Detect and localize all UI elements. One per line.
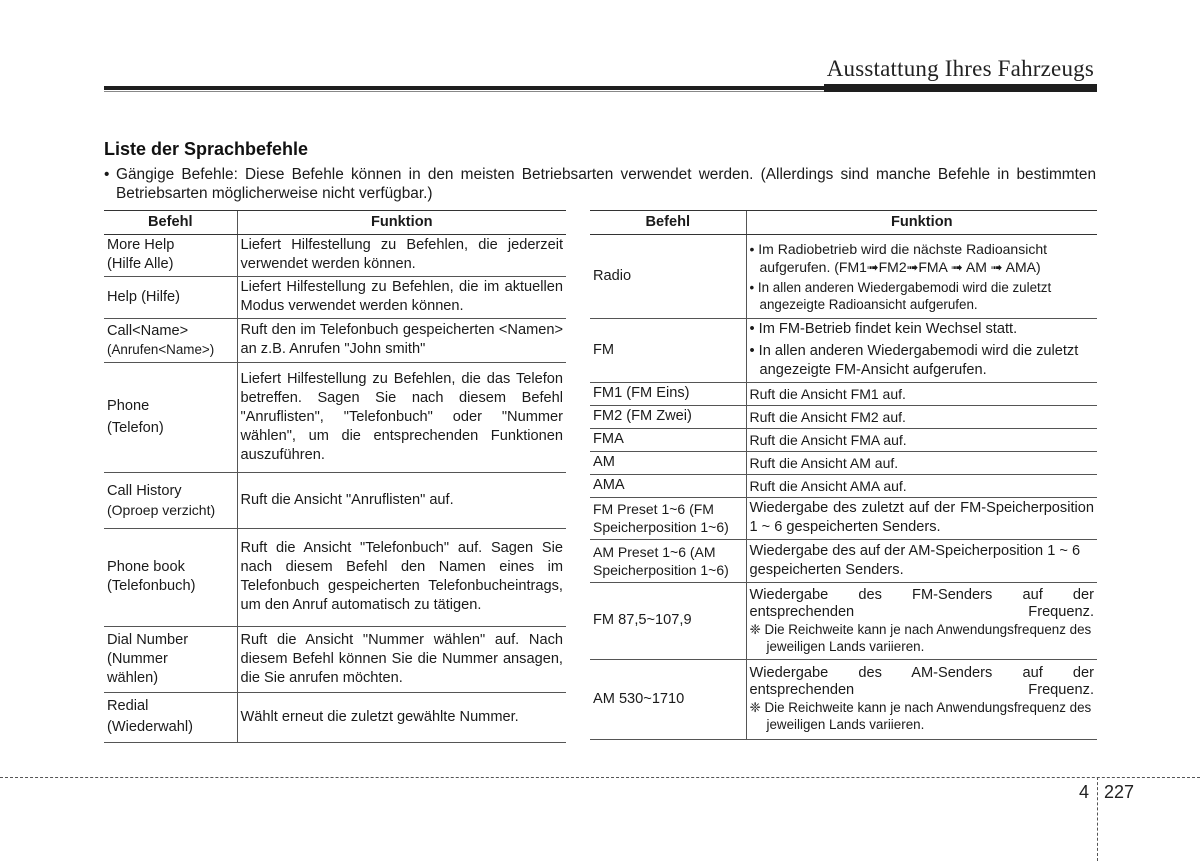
command-translation: (Telefon) [107, 419, 164, 436]
command-name: Help (Hilfe) [107, 288, 180, 305]
command-cell: Radio [590, 235, 746, 319]
column-header-command: Befehl [590, 211, 746, 235]
command-cell [104, 473, 237, 529]
command-name: Redial [107, 698, 149, 714]
command-cell: AMA [590, 475, 746, 498]
column-header-function: Funktion [237, 211, 566, 235]
command-cell [104, 319, 237, 363]
function-cell [746, 660, 1097, 740]
command-translation: (Telefonbuch) [107, 578, 196, 594]
command-cell: AM Preset 1~6 (AM Speicherposition 1~6) [590, 540, 746, 583]
command-name: Call<Name> [107, 323, 189, 339]
voice-commands-table-right [590, 210, 1097, 740]
footer-divider [0, 777, 1200, 778]
function-cell [746, 319, 1097, 383]
table-row [104, 529, 566, 627]
function-bullet: • Im FM-Betrieb findet kein Wechsel statt. [749, 321, 1018, 337]
footer-vertical-divider [1097, 777, 1098, 861]
command-cell: FM Preset 1~6 (FM Speicherposition 1~6) [590, 498, 746, 540]
table-row [590, 660, 1097, 740]
reception-note: ❈ Die Reichweite kann je nach Anwendungsfrequenz des jeweiligen Lands variieren. [749, 700, 1092, 732]
command-translation: wählen) [107, 669, 159, 686]
table-row [104, 235, 566, 277]
bullet: • [104, 166, 110, 183]
command-translation: (Nummer [107, 650, 168, 667]
function-cell: Wiedergabe des zuletzt auf der FM-Speicherposition 1 ~ 6 gespeicherten Senders. [746, 498, 1097, 540]
command-cell [104, 363, 237, 473]
function-cell: Wählt erneut die zuletzt gewählte Nummer. [237, 693, 566, 743]
command-cell [104, 529, 237, 627]
command-cell [104, 693, 237, 743]
function-cell: Ruft die Ansicht FM1 auf. [746, 383, 1097, 406]
function-cell: Ruft die Ansicht "Telefonbuch" auf. Sagen Sie nach diesem Befehl den Namen eines im Telefonbuch gespeicherten Telefonbucheintrags, um den Anruf automatisch zu tätigen. [237, 529, 566, 627]
function-cell: Ruft die Ansicht FM2 auf. [746, 406, 1097, 429]
function-cell: Liefert Hilfestellung zu Befehlen, die jederzeit verwendet werden können. [237, 235, 566, 277]
page-number: 227 [1104, 782, 1135, 802]
command-cell: AM [590, 452, 746, 475]
table-row [590, 452, 1097, 475]
table-header-row [104, 211, 566, 235]
voice-commands-table-left [104, 210, 566, 743]
table-row [104, 473, 566, 529]
command-name: Dial Number [107, 631, 189, 648]
command-name: More Help [107, 237, 175, 253]
table-row [590, 583, 1097, 660]
table-row [590, 406, 1097, 429]
header-rule-bar [824, 84, 1097, 92]
function-cell: Ruft die Ansicht AM auf. [746, 452, 1097, 475]
intro-text: Gängige Befehle: Diese Befehle können in den meisten Betriebsarten verwendet werden. (Allerdings sind manche Befehle in bestimmten Betriebsarten möglicherweise nicht verfügbar.) [116, 166, 1096, 202]
function-cell: Ruft die Ansicht "Nummer wählen" auf. Nach diesem Befehl können Sie die Nummer ansagen, die Sie anrufen möchten. [237, 627, 566, 693]
table-row [590, 475, 1097, 498]
function-cell: Liefert Hilfestellung zu Befehlen, die das Telefon betreffen. Sagen Sie nach diesem Befehl "Anruflisten", "Telefonbuch" oder "Nummer wählen", um die entsprechenden Funktionen auszuführen. [237, 363, 566, 473]
command-cell: FM2 (FM Zwei) [590, 406, 746, 429]
table-row [104, 363, 566, 473]
function-text: Wiedergabe des FM-Senders auf der entsprechenden Frequenz. [749, 586, 1094, 620]
chapter-number: 4 [1079, 782, 1090, 802]
reception-note: ❈ Die Reichweite kann je nach Anwendungsfrequenz des jeweiligen Lands variieren. [749, 621, 1092, 654]
function-bullet: • In allen anderen Wiedergabemodi wird die zuletzt angezeigte Radioansicht aufgerufen. [749, 279, 1052, 312]
table-row [590, 429, 1097, 452]
table-row [104, 693, 566, 743]
function-cell: Wiedergabe des auf der AM-Speicherposition 1 ~ 6 gespeicherten Senders. [746, 540, 1097, 583]
table-row [104, 277, 566, 319]
command-cell: AM 530~1710 [590, 660, 746, 740]
table-row [590, 498, 1097, 540]
command-cell [104, 627, 237, 693]
function-cell: Ruft die Ansicht "Anruflisten" auf. [237, 473, 566, 529]
function-bullet: • In allen anderen Wiedergabemodi wird die zuletzt angezeigte FM-Ansicht aufgerufen. [749, 343, 1079, 378]
table-row [590, 235, 1097, 319]
command-name: Call History [107, 482, 182, 499]
table-row [590, 540, 1097, 583]
command-cell: FM 87,5~107,9 [590, 583, 746, 660]
column-header-command: Befehl [104, 211, 237, 235]
command-translation: (Hilfe Alle) [107, 256, 174, 272]
command-translation: (Oproep verzicht) [107, 501, 216, 518]
function-cell: Liefert Hilfestellung zu Befehlen, die im aktuellen Modus verwendet werden können. [237, 277, 566, 319]
table-row [590, 383, 1097, 406]
function-cell [746, 235, 1097, 319]
table-header-row [590, 211, 1097, 235]
function-cell: Ruft die Ansicht AMA auf. [746, 475, 1097, 498]
command-cell [104, 235, 237, 277]
function-cell [746, 583, 1097, 660]
command-name: Phone [107, 397, 150, 414]
command-translation: (Wiederwahl) [107, 719, 193, 735]
command-name: Phone book [107, 559, 185, 575]
table-row [590, 319, 1097, 383]
function-text: Wiedergabe des AM-Senders auf der entsprechenden Frequenz. [749, 665, 1094, 698]
function-bullet: • Im Radiobetrieb wird die nächste Radioansicht aufgerufen. (FM1➟FM2➟FMA ➟ AM ➟ AMA) [749, 240, 1047, 275]
function-cell: Ruft den im Telefonbuch gespeicherten <Namen> an z.B. Anrufen "John smith" [237, 319, 566, 363]
chapter-title: Ausstattung Ihres Fahrzeugs [826, 56, 1094, 81]
column-header-function: Funktion [746, 211, 1097, 235]
header-rule-thin [104, 91, 824, 92]
command-cell [104, 277, 237, 319]
table-row [104, 627, 566, 693]
command-translation: (Anrufen<Name>) [107, 342, 215, 357]
intro-paragraph [104, 165, 1096, 203]
function-cell: Ruft die Ansicht FMA auf. [746, 429, 1097, 452]
command-cell: FM [590, 319, 746, 383]
section-heading: Liste der Sprachbefehle [104, 139, 309, 159]
table-row [104, 319, 566, 363]
command-cell: FM1 (FM Eins) [590, 383, 746, 406]
command-cell: FMA [590, 429, 746, 452]
